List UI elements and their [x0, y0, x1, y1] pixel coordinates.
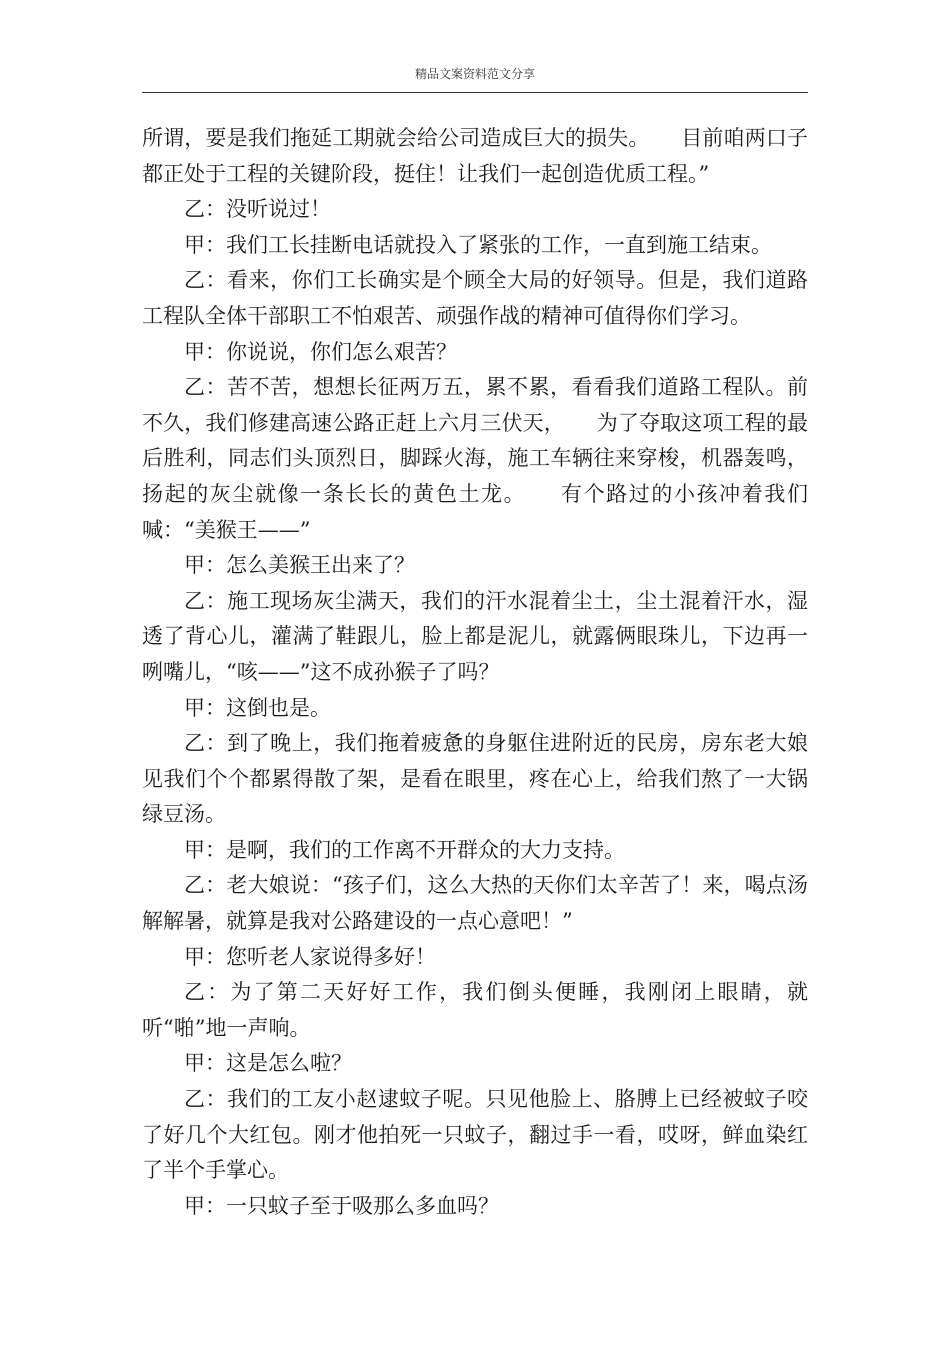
paragraph: 乙：没听说过！ [184, 197, 331, 222]
paragraph: 乙：我们的工友小赵逮蚊子呢。只见他脸上、胳膊上已经被蚊子咬了好几个大红包。刚才他拍死一只蚊子，翻过手一看，哎呀，鲜血染红了半个手掌心。 [142, 1087, 808, 1183]
paragraph: 甲：您听老人家说得多好！ [184, 944, 436, 969]
page-header [142, 64, 808, 93]
paragraph: 乙：到了晚上，我们拖着疲惫的身躯住进附近的民房，房东老大娘见我们个个都累得散了架，是看在眼里，疼在心上，给我们熬了一大锅绿豆汤。 [142, 731, 808, 827]
paragraph: 所谓，要是我们拖延工期就会给公司造成巨大的损失。 目前咱两口子都正处于工程的关键阶段，挺住！让我们一起创造优质工程。” [142, 126, 808, 186]
paragraph: 乙：看来，你们工长确实是个顾全大局的好领导。但是，我们道路工程队全体干部职工不怕艰苦、顽强作战的精神可值得你们学习。 [142, 268, 808, 328]
paragraph: 乙：老大娘说：“孩子们，这么大热的天你们太辛苦了！来，喝点汤解解暑，就算是我对公路建设的一点心意吧！” [142, 873, 808, 934]
paragraph: 乙：苦不苦，想想长征两万五，累不累，看看我们道路工程队。前不久，我们修建高速公路正赶上六月三伏天， 为了夺取这项工程的最后胜利，同志们头顶烈日，脚踩火海，施工车辆往来穿梭，机器轰鸣，扬起的灰尘就像一条长长的黄色土龙。 有个路过的小孩冲着我们喊：“美猴王——” [142, 375, 808, 542]
paragraph: 甲：这倒也是。 [184, 695, 331, 720]
paragraph: 甲：一只蚊子至于吸那么多血吗？ [184, 1193, 499, 1218]
paragraph: 乙：为了第二天好好工作，我们倒头便睡，我刚闭上眼睛，就听“啪”地一声响。 [142, 980, 808, 1040]
document-body [142, 121, 808, 1224]
header-title: 精品文案资料范文分享 [414, 67, 535, 81]
paragraph: 甲：怎么美猴王出来了？ [184, 553, 415, 578]
paragraph: 甲：是啊，我们的工作离不开群众的大力支持。 [184, 837, 625, 862]
paragraph: 甲：我们工长挂断电话就投入了紧张的工作，一直到施工结束。 [184, 232, 772, 257]
paragraph: 甲：这是怎么啦？ [184, 1051, 352, 1076]
paragraph: 甲：你说说，你们怎么艰苦？ [184, 339, 457, 364]
paragraph: 乙：施工现场灰尘满天，我们的汗水混着尘土，尘土混着汗水，湿透了背心儿，灌满了鞋跟儿，脸上都是泥儿，就露俩眼珠儿，下边再一咧嘴儿，“咳——”这不成孙猴子了吗？ [142, 588, 808, 684]
